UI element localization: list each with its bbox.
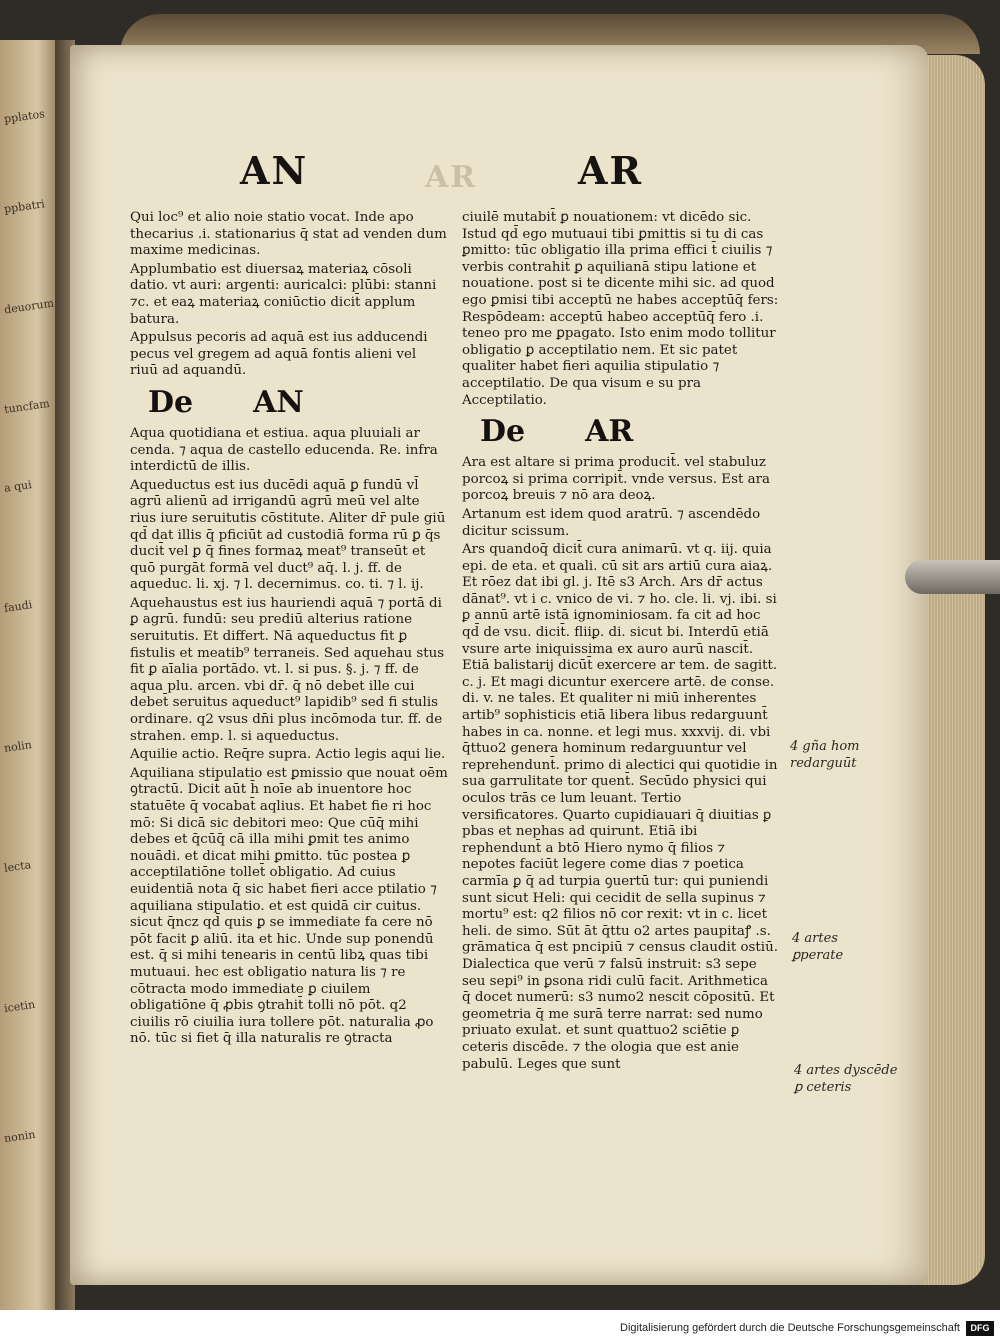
dfg-logo: DFG bbox=[966, 1321, 994, 1336]
left-fragment-text: lecta bbox=[3, 858, 32, 875]
header-left: AN bbox=[240, 148, 309, 193]
margin-note bbox=[794, 1062, 897, 1096]
entry-paragraph: ciuilē mutabit̄ ꝑ nouationem: vt dicēdo sic. Istud qd̄ ego mutuaui tibi ꝑmittis si tu di cas ꝑmitto: tūc obligatio illa prima effici t̄ ciuilis ⁊ verbis contrahit̄ ꝑ aquilianā stipu latione et nouatione. post si te dicente mihi sic. ad quod ego ꝑmisi tibi acceptū ne habes acceptūq̄ fers: Respōdeam: acceptū habeo acceptūq̄ fero .i. teneo pro me ꝑpagato. Isto enim modo tollitur obligatio ꝑ acceptilatio nem. Et sic patet qualiter habet fieri aquilia stipulatio ⁊ acceptilatio. De qua visum e su pra Acceptilatio. bbox=[462, 210, 779, 408]
footer-bar bbox=[0, 1310, 1000, 1342]
header-right: AR bbox=[578, 148, 644, 193]
left-fragment-text: tuncfam bbox=[3, 396, 51, 417]
left-fragment-text: pplatos bbox=[3, 107, 46, 126]
left-fragment-text: ppbatri bbox=[3, 197, 46, 216]
entry-paragraph: Aquiliana stipulatio est ꝑmissio que nouat oēm ꝯtractū. Dicit̄ aūt h̄ noīe ab inuentore hoc statuēte q̄ vocabat̄ aqlius. Et habet fie ri hoc mō: Si dicā sic debitori meo: Que cūq̄ mihi debes et q̄cūq̄ cā illa mihi ꝑmit tes animo nouādi. et dicat mihi ꝑmitto. tūc postea ꝑ acceptilatiōne tollet̄ obligatio. Ad cuius euidentiā nota q̄ sic habet fieri acce ptilatio ⁊ aquiliana stipulatio. et est quidā cir cuitus. sicut q̄ncz qd̄ quis ꝑ se immediate fa cere nō pōt facit ꝑ aliū. ita et hic. Unde sup ponendū est. q̄ si mihi tenearis in centū libꝝ quas tibi mutuaui. hec est obligatio natura lis ⁊ re cōtracta modo immediate ꝑ ciuilem obligatiōne q̄ ꝓbis ꝯtrahit̄ tolli nō pōt. q2 ciuilis rō ciuilia iura tollere pōt. naturalia ꝓo nō. tūc si fiet q̄ illa naturalis re ꝯtracta bbox=[130, 765, 448, 1047]
left-page-fragment bbox=[0, 40, 62, 1310]
page-tab-marker bbox=[905, 560, 1000, 594]
margin-note-line: ꝑperate bbox=[792, 948, 844, 963]
left-fragment-text: nolin bbox=[3, 738, 33, 755]
entry-paragraph: Applumbatio est diuersaꝝ materiaꝝ cōsoli datio. vt auri: argenti: auricalci: plūbi: stanni ⁊c. et eaꝝ materiaꝝ coniūctio dicit̄ applum batura. bbox=[130, 261, 437, 327]
entry-paragraph: Aqua quotidiana et estiua. aqua pluuiali ar cenda. ⁊ aqua de castello educenda. Re. infra interdictū de illis. bbox=[130, 425, 438, 475]
margin-note bbox=[792, 930, 843, 964]
left-fragment-text: icetin bbox=[3, 997, 36, 1016]
right-text-column bbox=[462, 210, 780, 1075]
left-fragment-text: a qui bbox=[3, 478, 33, 495]
margin-note-line: 4 artes dyscēde bbox=[794, 1063, 898, 1078]
entry-paragraph: Ars quandoq̄ dicit̄ cura animarū. vt q. iij. quia epi. de eta. et quali. cū sit ars artiū cura aiaꝝ. Et rōez dat ibi gl. j. Itē s3 Arch. Ars dr̄ actus dānat⁹. vt i c. vnico de vi. ⁊ ho. cle. li. vj. ibi. si ꝑ annū artē istā ignominiosam. fa cit ad hoc qd̄ de vsu. dicit̄. fliiꝑ. di. sicut bi. Interdū etiā vsure arte iniquissima ex auro aurū nascit̄. Etiā balistarij dicūt̄ exercere ar tem. de sagitt. c. j. Et magi dicuntur exercere artē. de conse. di. v. ne tales. Et qualiter ni miū inherentes artib⁹ sophisticis etiā libera libus redarguunt̄ habes in ca. nonne. et legi mus. xxxvij. di. vbi q̄ttuo2 genera hominum redarguuntur vel reprehendunt̄. primo di alectici qui quotidie in sua garrulitate tor quent̄. Secūdo physici qui oculos trās ce lum leuant. Tertio versificatores. Quarto cupidiauari q̄ diuitias ꝑ pbas et nephas ad quirunt. Etiā ibi rephendunt̄ a btō Hiero nymo q̄ filios ⁊ nepotes faciūt legere come dias ⁊ poetica carmīa ꝑ q̄ ad turpia ꝯuertū tur: qui puniendi sunt sicut Heli: qui cecidit de sella supinus ⁊ mortu⁹ est: q2 filios nō cor rexit: vt in c. licet heli. de simo. Sūt āt q̄ttu o2 artes paupitaꝭ .s. grāmatica q̄ est pncipiū ⁊ census claudit ostiū. Dialectica que verū ⁊ falsū instruit: s3 sepe seu sepi⁹ in ꝑsona ridi culū facit. Arithmetica q̄ docet numerū: s3 numo2 nescit cōpositū. Et geometria q̄ me surā terre narrat: sed numo priuato exulat. et sunt quattuo2 sciētie ꝑ ceteris discēde. ⁊ the ologia que est anie pabulū. Leges que sunt bbox=[462, 542, 778, 1072]
margin-note-line: ꝑ ceteris bbox=[794, 1080, 852, 1095]
section-de-label: De bbox=[480, 414, 526, 450]
margin-note-line: redarguūt bbox=[790, 756, 857, 771]
left-text-column bbox=[130, 210, 448, 1050]
entry-paragraph: Aquilie actio. Req̄re supra. Actio legis aqui lie. bbox=[130, 747, 446, 763]
entry-paragraph: Aqueductus est ius ducēdi aquā ꝑ fundū vl̄ agrū alienū ad irrigandū agrū meū vel alte rius iure seruitutis cōstitute. Aliter dr̄ pule giū qd̄ dat illis q̄ pficiūt ad custodiā forma rū ꝑ q̄s ducit̄ vel ꝑ q̄ fines formaꝝ meat⁹ transeūt et quō purgāt formā vel duct⁹ aq̄. l. j. ff. de aqueduc. li. xj. ⁊ l. decernimus. co. ti. ⁊ l. ij. bbox=[130, 477, 446, 593]
margin-note-line: 4 gña hom bbox=[790, 739, 860, 754]
section-de-label: De bbox=[148, 384, 194, 420]
margin-note-line: 4 artes bbox=[792, 931, 838, 946]
bleed-through-header: AR bbox=[425, 160, 478, 195]
footer-credit: Digitalisierung gefördert durch die Deutsche Forschungsgemeinschaft bbox=[620, 1322, 960, 1334]
entry-paragraph: Qui loc⁹ et alio noie statio vocat. Inde apo thecarius .i. stationarius q̄ stat ad venden dum maxime medicinas. bbox=[130, 210, 447, 259]
left-fragment-text: deuorum bbox=[3, 296, 55, 317]
entry-paragraph: Ara est altare si prima producit̄. vel stabuluz porcoꝝ si prima corripit̄. vnde versus. Est ara porcoꝝ breuis ⁊ nō ara deoꝝ. bbox=[462, 455, 770, 504]
entry-paragraph: Appulsus pecoris ad aquā est ius adducendi pecus vel gregem ad aquā fontis alieni vel riuū ad aquandū. bbox=[130, 330, 428, 379]
left-fragment-text: nonin bbox=[3, 1127, 37, 1146]
entry-paragraph: Aquehaustus est ius hauriendi aquā ⁊ portā di ꝑ agrū. fundū: seu prediū alterius ratione seruitutis. Et differt. Nā aqueductus fit ꝑ fistulis et meatib⁹ terraneis. Sed aquehau stus fit ꝑ aīalia portādo. vt. l. si pus. §. j. ⁊ ff. de aqua plu. arcen. vbi dr̄. q̄ nō debet ille cui debet̄ seruitus aqueduct⁹ lapidib⁹ sed fi stulis ordinare. q2 vsus dn̄i plus incōmoda tur. ff. de strahen. emp. l. si aqueductus. bbox=[130, 595, 445, 744]
section-heading-de-an bbox=[130, 384, 448, 422]
section-title: AR bbox=[585, 414, 634, 450]
margin-note bbox=[790, 738, 860, 772]
left-fragment-text: faudi bbox=[3, 598, 34, 615]
entry-paragraph: Artanum est idem quod aratrū. ⁊ ascendēdo dicitur scissum. bbox=[462, 506, 761, 539]
section-title: AN bbox=[253, 384, 304, 420]
section-heading-de-ar bbox=[462, 413, 780, 451]
